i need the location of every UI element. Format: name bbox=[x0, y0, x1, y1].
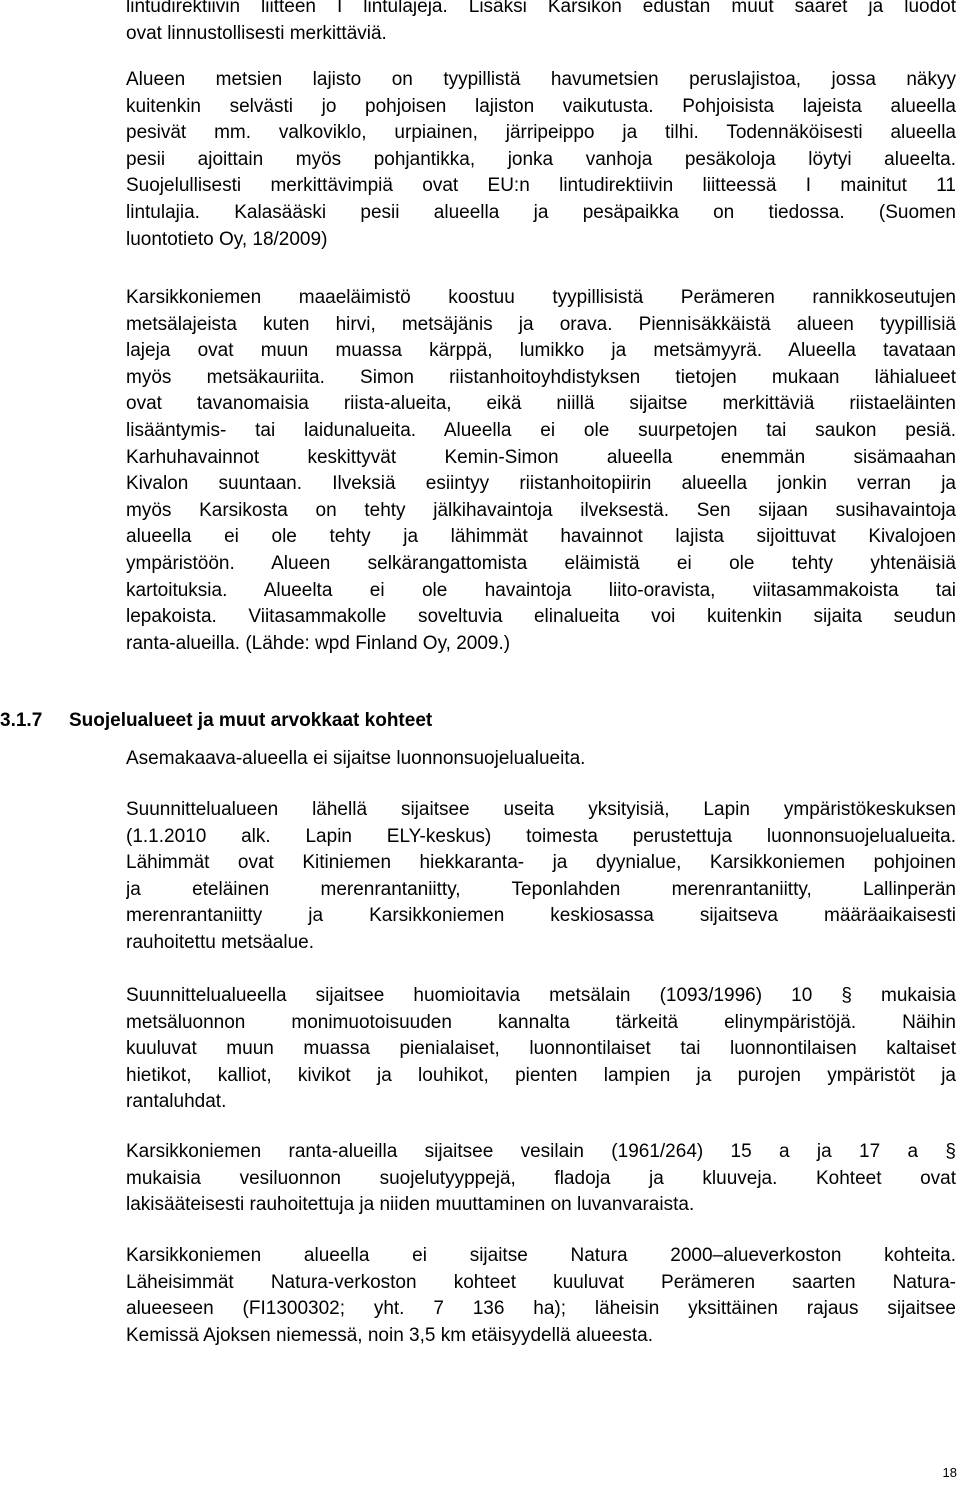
text-line: pesivät mm. valkoviklo, urpiainen, järripeippo ja tilhi. Todennäköisesti alueella bbox=[126, 122, 956, 144]
paragraph-nearby-protected-areas bbox=[126, 797, 956, 957]
text-line: ranta-alueilla. (Lähde: wpd Finland Oy, 2009.) bbox=[126, 632, 511, 654]
text-line: kuuluvat muun muassa pienialaiset, luonnontilaiset tai luonnontilaisen kaltaiset bbox=[126, 1038, 956, 1060]
section-number: 3.1.7 bbox=[0, 710, 43, 731]
text-line: Alueen metsien lajisto on tyypillistä havumetsien peruslajistoa, jossa näkyy bbox=[126, 69, 956, 90]
paragraph-forest-law-habitats bbox=[126, 983, 956, 1116]
text-line: ovat linnustollisesti merkittäviä. bbox=[126, 22, 387, 44]
text-line: ovat tavanomaisia riista-alueita, eikä niillä sijaitse merkittäviä riistaeläinten bbox=[126, 393, 956, 415]
text-line: Suojelullisesti merkittävimpiä ovat EU:n lintudirektiivin liitteessä I mainitut 11 bbox=[126, 175, 956, 197]
text-line: ja eteläinen merenrantaniitty, Teponlahden merenrantaniitty, Lallinperän bbox=[126, 878, 956, 900]
text-line: metsälajeista kuten hirvi, metsäjänis ja orava. Piennisäkkäistä alueen tyypillisiä bbox=[126, 313, 956, 335]
text-line: rantaluhdat. bbox=[126, 1091, 227, 1113]
text-line: lepakoista. Viitasammakolle soveltuvia elinalueita voi kuitenkin sijaita seudun bbox=[126, 606, 956, 628]
page-number: 18 bbox=[942, 1465, 957, 1480]
text-line: Kemissä Ajoksen niemessä, noin 3,5 km etäisyydellä alueesta. bbox=[126, 1324, 653, 1346]
section-heading bbox=[0, 708, 432, 734]
text-line: alueella ei ole tehty ja lähimmät havainnot lajista sijoittuvat Kivalojoen bbox=[126, 526, 956, 548]
paragraph-land-fauna bbox=[126, 285, 956, 657]
text-line: ympäristöön. Alueen selkärangattomista eläimistä ei ole tehty yhtenäisiä bbox=[126, 552, 956, 574]
text-line: Suunnittelualueen lähellä sijaitsee useita yksityisiä, Lapin ympäristökeskuksen bbox=[126, 799, 956, 820]
text-line: rauhoitettu metsäalue. bbox=[126, 931, 315, 953]
text-line: lintulajia. Kalasääski pesii alueella ja pesäpaikka on tiedossa. (Suomen bbox=[126, 201, 956, 223]
text-line: myös Karsikosta on tehty jälkihavaintoja ilveksestä. Sen sijaan susihavaintoja bbox=[126, 499, 956, 521]
text-line: lakisääteisesti rauhoitettuja ja niiden muuttaminen on luvanvaraista. bbox=[126, 1194, 695, 1216]
text-line: Lähimmät ovat Kitiniemen hiekkaranta- ja dyynialue, Karsikkoniemen pohjoinen bbox=[126, 852, 956, 874]
text-line: Suunnittelualueella sijaitsee huomioitavia metsälain (1093/1996) 10 § mukaisia bbox=[126, 985, 956, 1006]
text-line: myös metsäkauriita. Simon riistanhoitoyhdistyksen tietojen mukaan lähialueet bbox=[126, 366, 956, 388]
text-line: Kivalon suuntaan. Ilveksiä esiintyy riistanhoitopiirin alueella jonkin verran ja bbox=[126, 473, 956, 495]
text-line: pesii ajoittain myös pohjantikka, jonka vanhoja pesäkoloja löytyi alueelta. bbox=[126, 148, 956, 170]
text-line: Karsikkoniemen ranta-alueilla sijaitsee vesilain (1961/264) 15 a ja 17 a § bbox=[126, 1141, 956, 1162]
text-line: kuitenkin selvästi jo pohjoisen lajiston vaikutusta. Pohjoisista lajeista alueella bbox=[126, 95, 956, 117]
text-line: lintudirektiivin liitteen I lintulajeja. Lisäksi Karsikon edustan muut saaret ja luodot bbox=[126, 0, 956, 17]
paragraph-forest-species bbox=[126, 67, 956, 253]
text-line: (1.1.2010 alk. Lapin ELY-keskus) toimesta perustettuja luonnonsuojelualueita. bbox=[126, 825, 956, 847]
paragraph-natura-2000 bbox=[126, 1243, 956, 1349]
paragraph-no-protected-areas bbox=[126, 746, 956, 773]
text-line: luontotieto Oy, 18/2009) bbox=[126, 228, 328, 250]
text-line: Karsikkoniemen maaeläimistö koostuu tyypillisistä Perämeren rannikkoseutujen bbox=[126, 287, 956, 308]
text-line: Asemakaava-alueella ei sijaitse luonnonsuojelualueita. bbox=[126, 748, 586, 769]
text-line: lajeja ovat muun muassa kärppä, lumikko ja metsämyyrä. Alueella tavataan bbox=[126, 340, 956, 362]
text-line: hietikot, kalliot, kivikot ja louhikot, pienten lampien ja purojen ympäristöt ja bbox=[126, 1064, 956, 1086]
paragraph-water-law-habitats bbox=[126, 1139, 956, 1219]
section-title: Suojelualueet ja muut arvokkaat kohteet bbox=[69, 710, 433, 731]
text-line: Läheisimmät Natura-verkoston kohteet kuuluvat Perämeren saarten Natura- bbox=[126, 1271, 956, 1293]
paragraph-bird-directive bbox=[126, 0, 956, 47]
text-line: metsäluonnon monimuotoisuuden kannalta tärkeitä elinympäristöjä. Näihin bbox=[126, 1011, 956, 1033]
text-line: merenrantaniitty ja Karsikkoniemen keskiosassa sijaitseva määräaikaisesti bbox=[126, 905, 956, 927]
text-line: Karhuhavainnot keskittyvät Kemin-Simon alueella enemmän sisämaahan bbox=[126, 446, 956, 468]
text-line: mukaisia vesiluonnon suojelutyyppejä, fladoja ja kluuveja. Kohteet ovat bbox=[126, 1167, 956, 1189]
text-line: kartoituksia. Alueelta ei ole havaintoja liito-oravista, viitasammakoista tai bbox=[126, 579, 956, 601]
text-line: Karsikkoniemen alueella ei sijaitse Natura 2000–alueverkoston kohteita. bbox=[126, 1245, 956, 1266]
text-line: alueeseen (FI1300302; yht. 7 136 ha); läheisin yksittäinen rajaus sijaitsee bbox=[126, 1298, 956, 1320]
text-line: lisääntymis- tai laidunalueita. Alueella ei ole suurpetojen tai saukon pesiä. bbox=[126, 419, 956, 441]
